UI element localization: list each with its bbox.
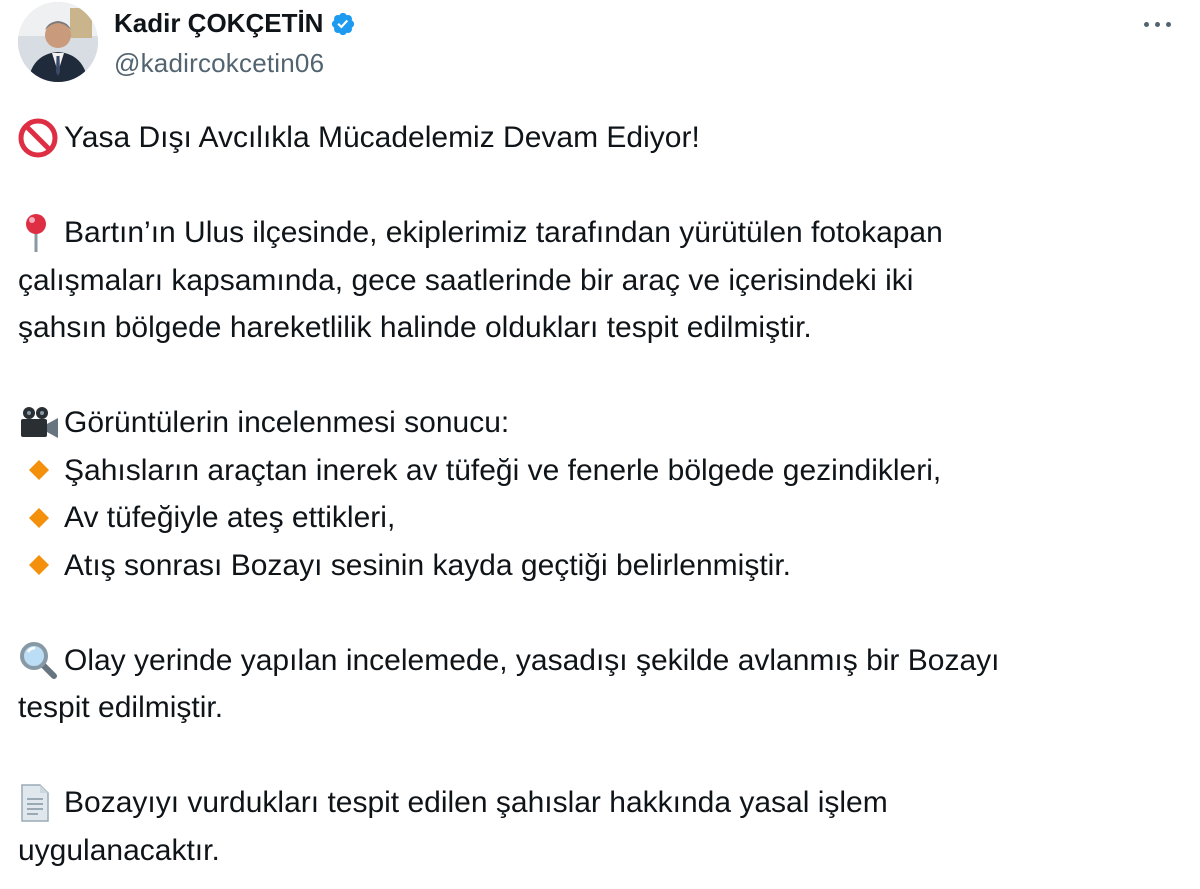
orange-diamond-icon [18,542,64,590]
post-text [18,114,1182,874]
inspection-text-2: tespit edilmiştir. [18,691,224,724]
location-text-1: Bartın’ın Ulus ilçesinde, ekiplerimiz tarafından yürütülen fotokapan [64,216,943,249]
movie-camera-icon [18,399,64,447]
legal-text-1: Bozayıyı vurdukları tespit edilen şahıslar hakkında yasal işlem [64,786,888,819]
location-text-3: şahsın bölgede hareketlilik halinde oldukları tespit edilmiştir. [18,311,812,344]
magnifying-glass-icon [18,637,64,685]
post-header [18,2,1182,86]
more-horizontal-icon[interactable] [1136,8,1180,40]
prohibited-icon [18,114,64,162]
legal-text-2: uygulanacaktır. [18,833,220,867]
findings-item-2 [18,494,1182,542]
orange-diamond-icon [18,447,64,495]
findings-intro-line [18,399,1182,447]
legal-line-1 [18,779,1182,827]
findings-item-text-1: Şahısların araçtan inerek av tüfeği ve fenerle bölgede gezindikleri, [64,453,942,487]
headline-line [18,114,1182,162]
findings-item-1 [18,447,1182,495]
author-name-row[interactable] [114,8,356,39]
location-line-2 [18,257,1182,305]
location-line-3 [18,304,1182,352]
location-text-2: çalışmaları kapsamında, gece saatlerinde bir araç ve içerisindeki iki [18,263,914,297]
legal-line-2 [18,827,1182,875]
findings-item-text-3: Atış sonrası Bozayı sesinin kayda geçtiği belirlenmiştir. [64,548,791,582]
location-line-1 [18,209,1182,257]
author-name[interactable]: Kadir ÇOKÇETİN [114,8,324,38]
inspection-text-1: Olay yerinde yapılan incelemede, yasadışı şekilde avlanmış bir Bozayı [64,643,1000,677]
inspection-line-1 [18,637,1182,685]
verified-badge-icon[interactable] [330,11,356,37]
orange-diamond-icon [18,494,64,542]
headline-text: Yasa Dışı Avcılıkla Mücadelemiz Devam Ediyor! [64,121,700,154]
findings-item-text-2: Av tüfeğiyle ateş ettikleri, [64,501,396,534]
round-pushpin-icon [18,209,64,257]
findings-item-3 [18,542,1182,590]
avatar[interactable] [18,2,98,82]
document-icon [18,779,64,827]
inspection-line-2 [18,684,1182,732]
findings-intro-text: Görüntülerin incelenmesi sonucu: [64,406,510,439]
author-handle[interactable]: @kadircokcetin06 [114,48,325,78]
